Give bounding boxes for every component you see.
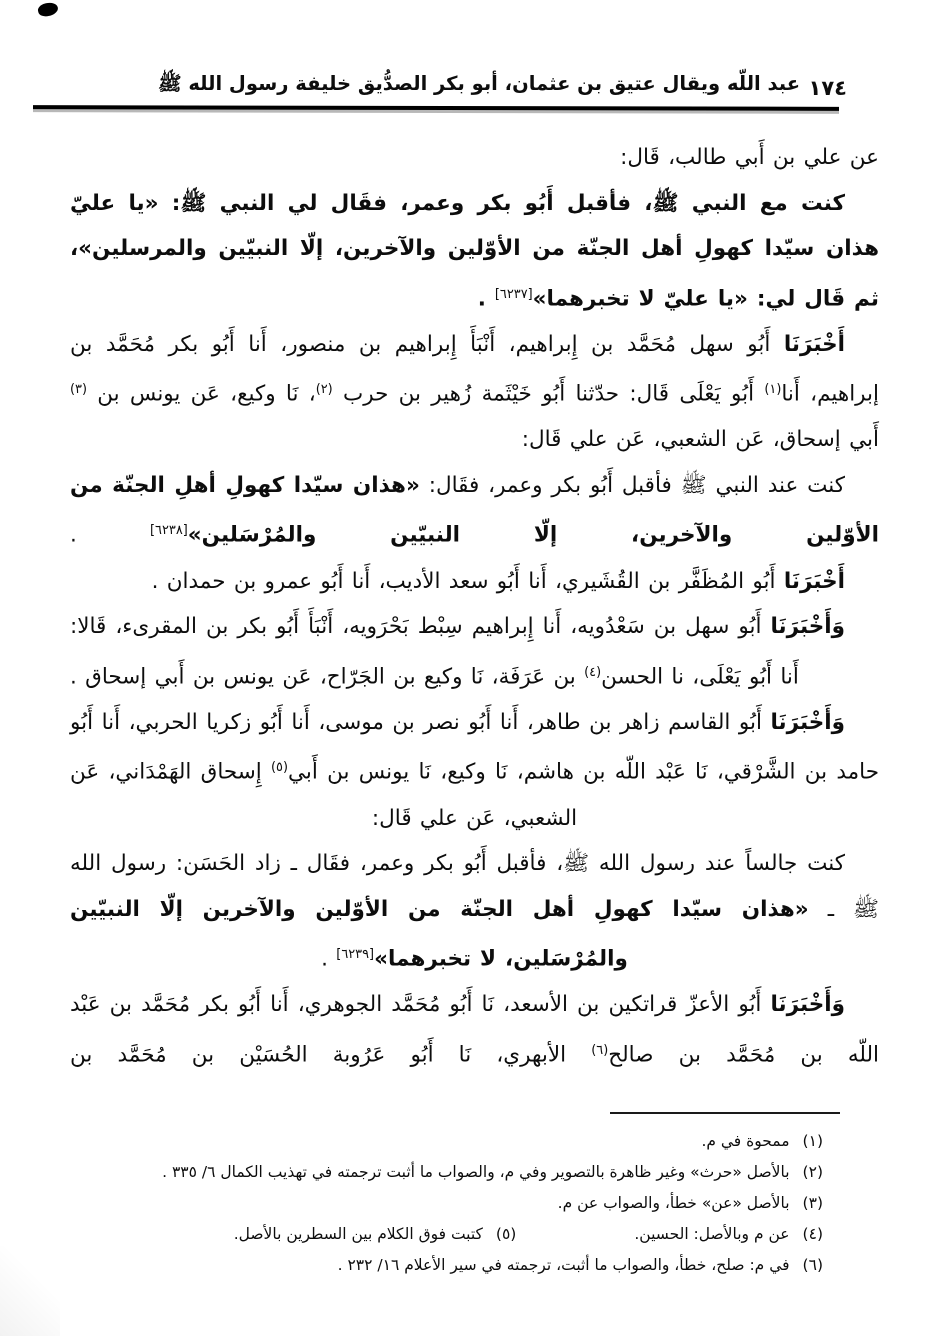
footnote-row bbox=[70, 1126, 823, 1157]
footnote-separator bbox=[610, 1112, 840, 1114]
text-run: كنت جالساً عند رسول الله ﷺ، فأقبل أَبُو بكر وعمر، فقَال ـ زاد الحَسَن: رسول الله ﷺ ـ bbox=[70, 851, 879, 922]
footnote-number: (٢) bbox=[802, 1163, 823, 1181]
hadith-number-ref: [٦٢٣٩] bbox=[336, 947, 375, 963]
footnote-text: ممحوة في م. bbox=[701, 1132, 790, 1150]
footnotes bbox=[70, 1126, 879, 1281]
page-number: ١٧٤ bbox=[808, 76, 847, 100]
chapter-running-title: عبد اللّه ويقال عتيق بن عثمان، أبو بكر الصدُّيق خليفة رسول الله ﷺ bbox=[158, 72, 801, 95]
paragraph bbox=[70, 135, 879, 181]
text-run: أَخْبَرَنَا bbox=[783, 331, 845, 357]
scan-shadow bbox=[0, 1246, 60, 1336]
text-run: أَبُو سهل بن سَعْدُويه، أَنا إِبراهيم سِبْط بَحْرَويه، أَنْبَأَ أَبُو بكر بن المقرىء، قَالا: أَنا أَبُو يَعْلَى، نا الحسن bbox=[70, 614, 799, 690]
footnote-marker: (٢) bbox=[315, 382, 333, 398]
text-run: عن علي بن أَبي طالب، قَال: bbox=[620, 145, 879, 170]
text-run: إِسحاق الهَمْدَاني، عَن الشعبي، عَن علي قَال: bbox=[70, 760, 578, 831]
footnote-row bbox=[70, 1188, 823, 1219]
text-run: . bbox=[70, 523, 151, 549]
text-run: وَأَخْبَرَنَا bbox=[770, 992, 845, 1018]
body-text bbox=[70, 135, 879, 1078]
footnote-text: في م: صلح، خطأ، والصواب ما أثبت، ترجمته في سير الأعلام ١٦/ ٢٣٢ . bbox=[337, 1256, 790, 1274]
text-run: أَبُو القاسم زاهر بن طاهر، أَنا أَبُو نصر بن موسى، أَنا أَبُو زكريا الحربي، أَنا أَبُو حامد بن الشَّرْقي، نَا عَبْد اللّه بن هاشم، نَا وكيع، نَا يونس بن أَبي bbox=[70, 709, 880, 786]
text-run: أَبُو سهل مُحَمَّد بن إِبراهيم، أَنْبَأَ إِبراهيم بن منصور، أَنا أَبُو بكر مُحَمَّد بن إبراهيم، أَنا bbox=[70, 331, 879, 407]
footnote-number: (٥) bbox=[495, 1225, 517, 1243]
header-rule bbox=[33, 105, 839, 111]
footnote-row bbox=[70, 1157, 823, 1188]
footnote-text: بالأصل «عن» خطأ، والصواب عن م. bbox=[557, 1194, 790, 1212]
footnote bbox=[701, 1132, 823, 1150]
paragraph bbox=[70, 559, 879, 605]
paragraph bbox=[70, 463, 879, 559]
text-run: أَبُو يَعْلَى قَال: حدّثنا أَبُو خَيْثَمة زُهير بن حرب bbox=[332, 381, 765, 407]
footnote-row bbox=[70, 1219, 823, 1250]
text-run: أَخْبَرَنَا bbox=[783, 568, 845, 594]
paragraph bbox=[70, 982, 879, 1078]
footnote bbox=[338, 1256, 823, 1274]
hadith-number-ref: [٦٢٣٧] bbox=[494, 286, 533, 302]
hadith-number-ref: [٦٢٣٨] bbox=[150, 523, 188, 539]
text-run: . bbox=[321, 946, 337, 972]
footnote bbox=[234, 1219, 517, 1250]
paragraph bbox=[70, 322, 879, 463]
paragraph bbox=[70, 181, 879, 322]
footnote-row bbox=[70, 1250, 823, 1281]
footnote-marker: (٤) bbox=[584, 664, 602, 680]
text-run: وَأَخْبَرَنَا bbox=[770, 614, 845, 640]
footnote-text: بالأصل «حرث» وغير ظاهرة بالتصوير وفي م، والصواب ما أثبت ترجمته في تهذيب الكمال ٦/ ٣٣٥ . bbox=[162, 1163, 790, 1181]
page-header bbox=[0, 0, 935, 120]
footnote-text: كتبت فوق الكلام بين السطرين بالأصل. bbox=[233, 1225, 483, 1243]
paragraph bbox=[70, 841, 879, 982]
footnote-text: عن م وبالأصل: الحسين. bbox=[634, 1225, 790, 1243]
footnote bbox=[162, 1163, 823, 1181]
text-run: أَبُو المُظَفَّر بن القُشَيري، أَنا أَبُو سعد الأديب، أَنا أَبُو عمرو بن حمدان . bbox=[151, 568, 784, 594]
text-run: كنت عند النبي ﷺ فأقبل أَبُو بكر وعمر، فقَال: bbox=[419, 472, 845, 498]
text-run: الأبهري، نَا أَبُو عَرُوبة الحُسَيْن بن مُحَمَّد بن bbox=[70, 1042, 592, 1068]
footnote-marker: (١) bbox=[764, 382, 782, 398]
footnote-number: (٣) bbox=[802, 1194, 823, 1212]
footnote-marker: (٥) bbox=[271, 760, 289, 776]
paragraph bbox=[70, 700, 879, 841]
text-run: كنت مع النبي ﷺ، فأقبل أَبُو بكر وعمر، فقَال لي النبي ﷺ: «يا عليّ هذان سيّدا كهولِ أهل الجنّة من الأوّلين والآخرين، إلّا النبيّين والمرسلين»، ثم قَال لي: «يا عليّ لا تخبرهما» bbox=[70, 190, 879, 312]
text-run: ، نَا وكيع، عَن يونس بن bbox=[87, 381, 316, 407]
text-run: أَبُو الأعزّ قراتكين بن الأسعد، نَا أَبُو مُحَمَّد الجوهري، أَنا أَبُو بكر مُحَمَّد بن عَبْد اللّه بن مُحَمَّد بن صالح bbox=[70, 992, 879, 1068]
text-run: «هذان سيّدا كهولِ أهل الجنّة من الأوّلين والآخرين إلّا النبيّين والمُرْسَلين، لا تخبرهما» bbox=[70, 896, 809, 972]
text-run: «هذان سيّدا كهولِ أهلِ الجنّة من الأوّلين والآخرين، إلّا النبيّين والمُرْسَلين» bbox=[70, 472, 880, 549]
footnote bbox=[558, 1194, 823, 1212]
text-run: . bbox=[477, 286, 495, 312]
footnote-number: (٤) bbox=[802, 1225, 823, 1243]
text-run: وَأَخْبَرَنَا bbox=[770, 709, 845, 735]
footnote bbox=[634, 1219, 823, 1250]
footnote-marker: (٦) bbox=[591, 1042, 609, 1058]
footnote-number: (٦) bbox=[802, 1256, 823, 1274]
paragraph bbox=[70, 604, 879, 700]
text-run: أَبي إسحاق، عَن الشعبي، عَن علي قَال: bbox=[521, 427, 879, 453]
text-run: بن عَرَفَة، نَا وكيع بن الجَرّاح، عَن يونس بن أَبي إسحاق . bbox=[70, 664, 585, 690]
footnote-number: (١) bbox=[802, 1132, 823, 1150]
footnote-marker: (٣) bbox=[70, 382, 87, 398]
